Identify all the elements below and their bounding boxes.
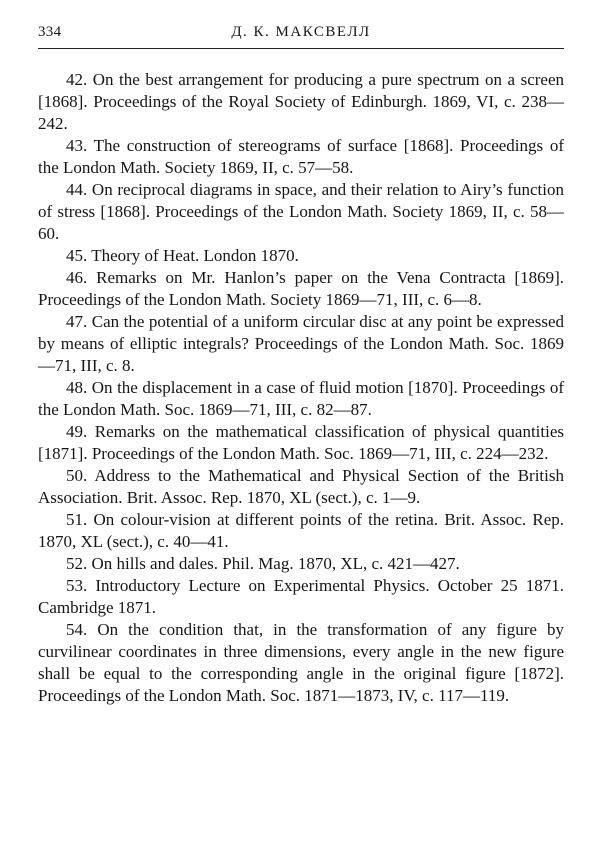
bibliography-entry: 53. Introductory Lecture on Experimental Physics. October 25 1871. Cambridge 1871. xyxy=(38,576,564,617)
header-rule xyxy=(38,48,564,49)
bibliography-entry: 44. On reciprocal diagrams in space, and their relation to Airy’s function of stress [1868]. Proceedings of the London Math. Society 1869, II, c. 58—60. xyxy=(38,180,564,243)
bibliography-entry: 45. Theory of Heat. London 1870. xyxy=(66,246,299,265)
running-head xyxy=(38,24,564,46)
page-number: 334 xyxy=(38,24,62,40)
book-page xyxy=(38,24,564,707)
bibliography-entry: 51. On colour-vision at different points of the retina. Brit. Assoc. Rep. 1870, XL (sect.), c. 40—41. xyxy=(38,510,564,551)
bibliography-entry: 49. Remarks on the mathematical classification of physical quantities [1871]. Proceedings of the London Math. Soc. 1869—71, III, c. 224—232. xyxy=(38,422,564,463)
bibliography-entry: 43. The construction of stereograms of surface [1868]. Proceedings of the London Math. Society 1869, II, c. 57—58. xyxy=(38,136,564,177)
bibliography-entry: 50. Address to the Mathematical and Physical Section of the British Association. Brit. Assoc. Rep. 1870, XL (sect.), c. 1—9. xyxy=(38,466,564,507)
bibliography-entry: 52. On hills and dales. Phil. Mag. 1870, XL, c. 421—427. xyxy=(66,554,460,573)
bibliography-entry: 48. On the displacement in a case of fluid motion [1870]. Proceedings of the London Math. Soc. 1869—71, III, c. 82—87. xyxy=(38,378,564,419)
bibliography-entry: 54. On the condition that, in the transformation of any figure by curvilinear coordinates in three dimensions, every angle in the new figure shall be equal to the corresponding angle in the original figure [1872]. Proceedings of the London Math. Soc. 1871—1873, IV, c. 117—119. xyxy=(38,620,564,705)
bibliography-entry: 46. Remarks on Mr. Hanlon’s paper on the Vena Contracta [1869]. Proceedings of the London Math. Society 1869—71, III, c. 6—8. xyxy=(38,268,564,309)
bibliography-list xyxy=(38,69,564,707)
bibliography-entry: 42. On the best arrangement for producing a pure spectrum on a screen [1868]. Proceedings of the Royal Society of Edinburgh. 1869, VI, c. 238—242. xyxy=(38,70,564,133)
running-head-title: Д. К. МАКСВЕЛЛ xyxy=(231,24,371,40)
bibliography-entry: 47. Can the potential of a uniform circular disc at any point be expressed by means of elliptic integrals? Proceedings of the London Math. Soc. 1869—71, III, c. 8. xyxy=(38,312,564,375)
